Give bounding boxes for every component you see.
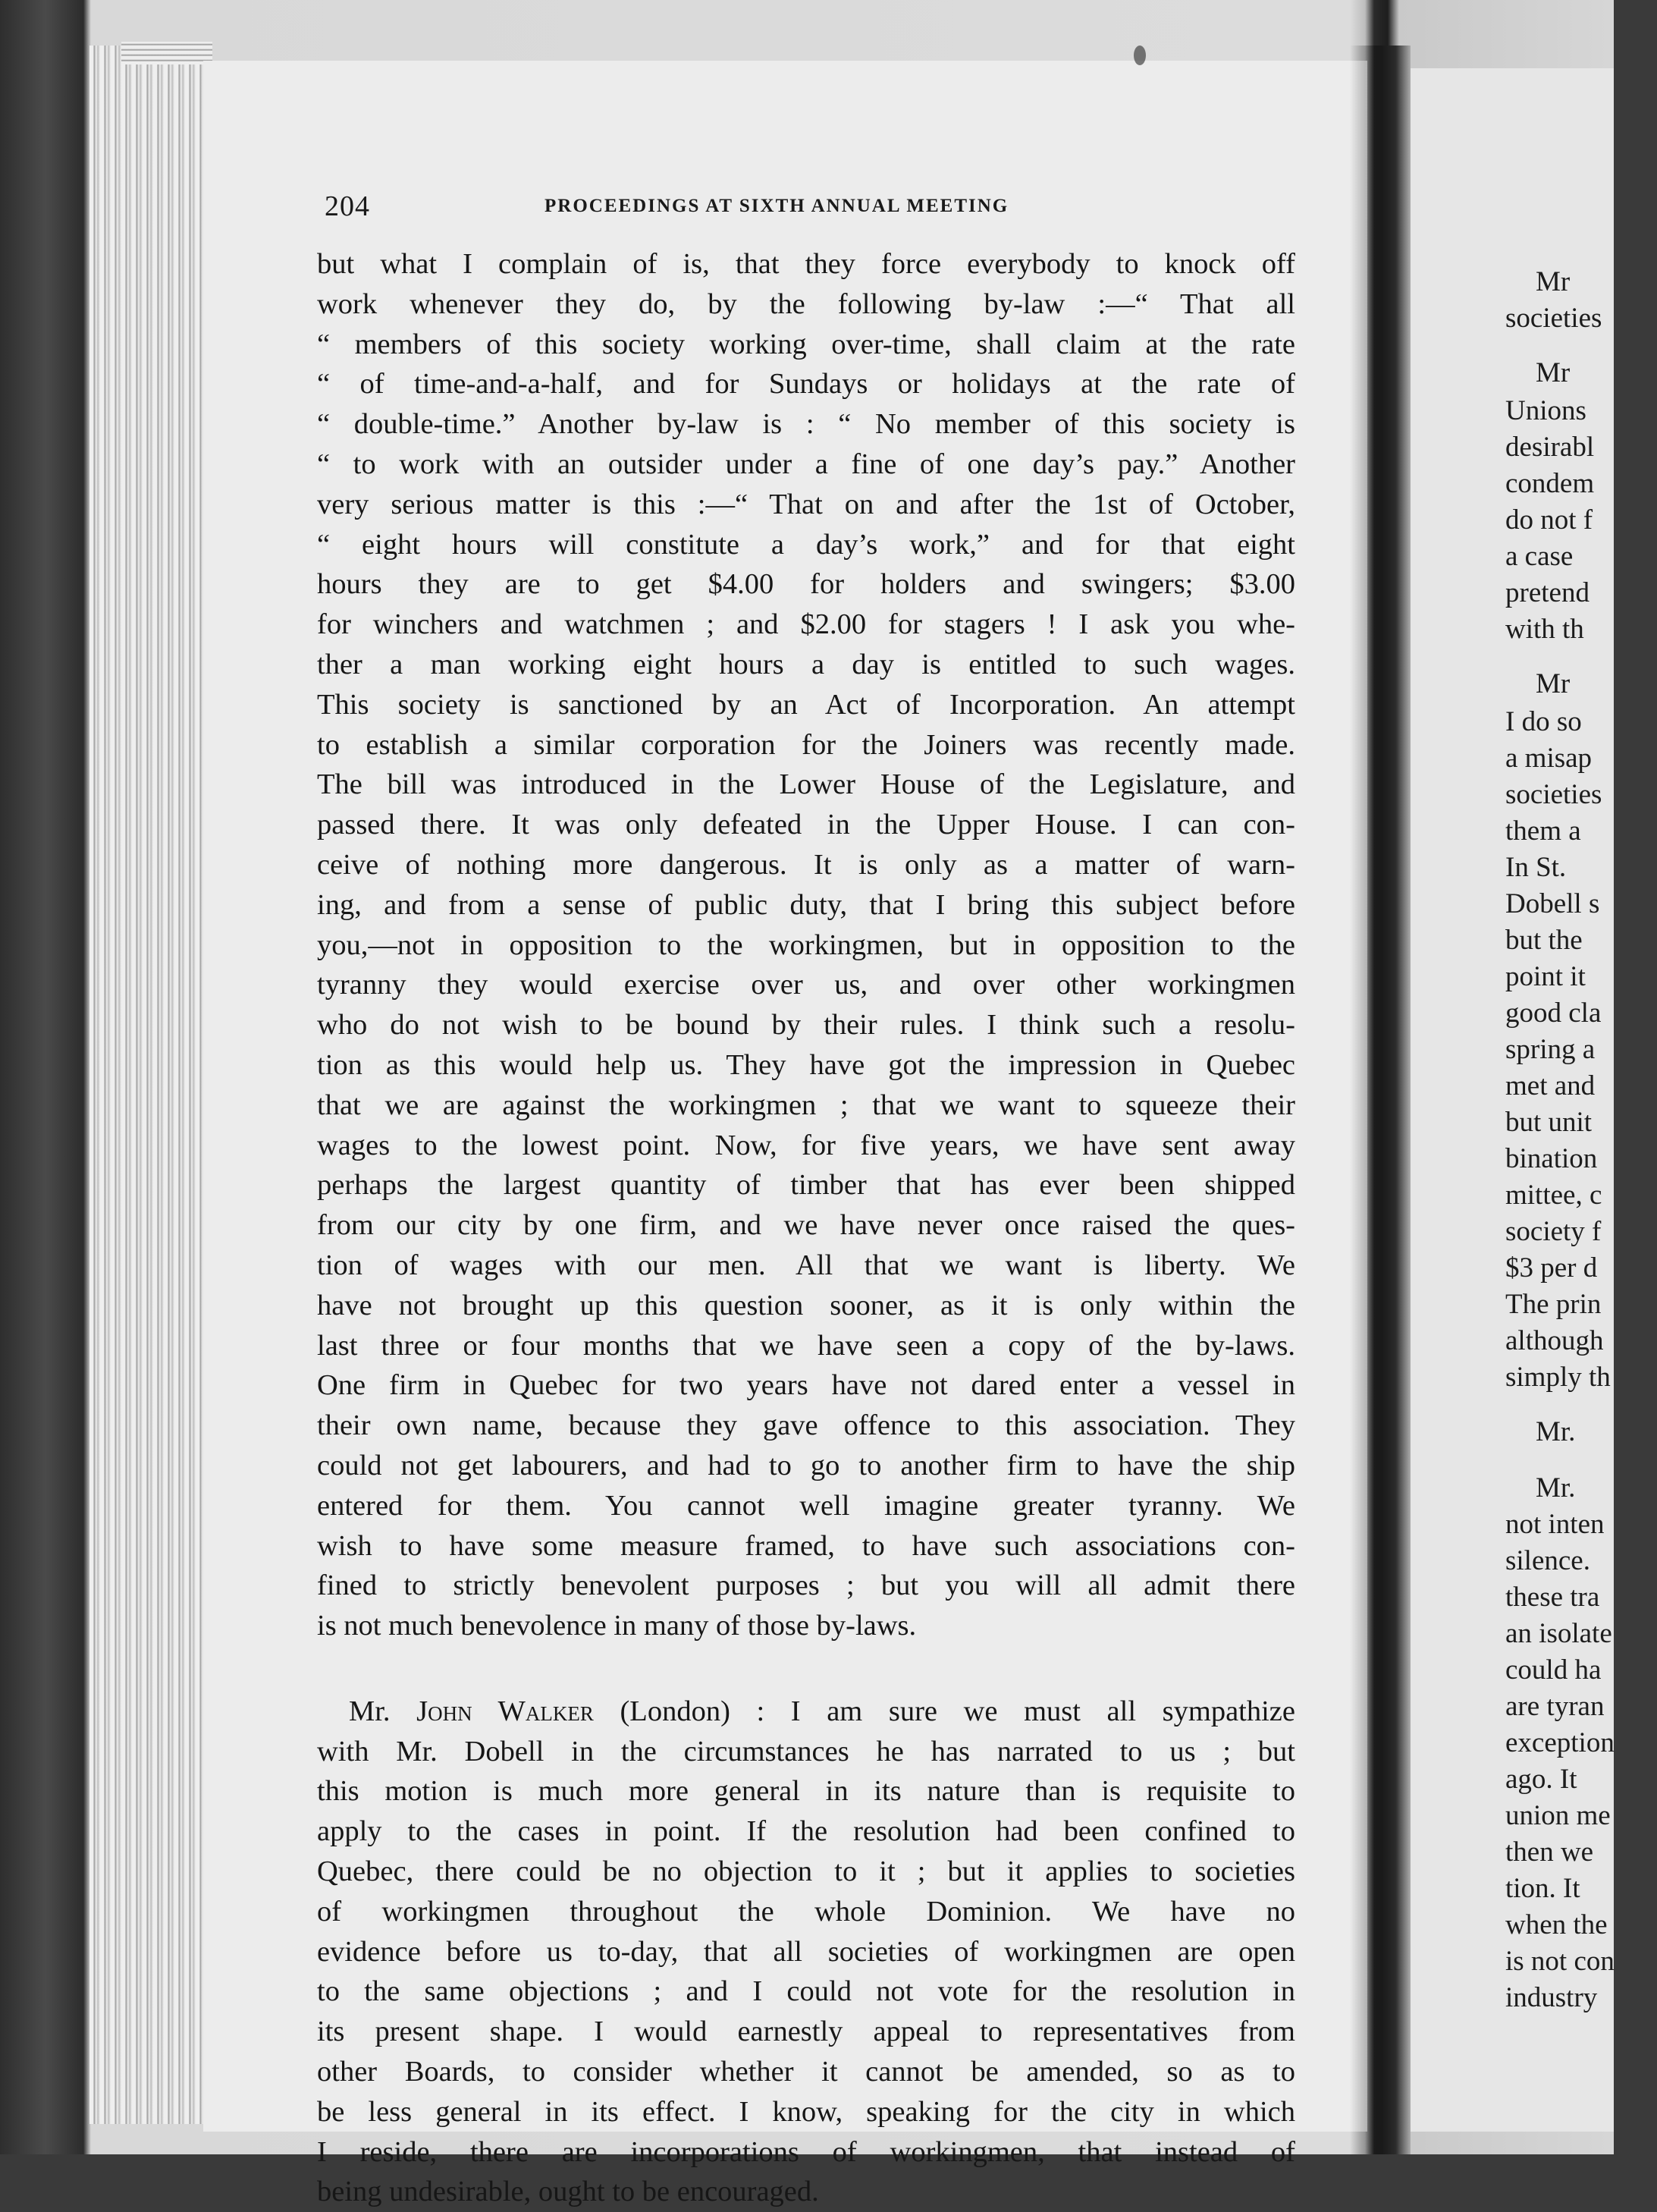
right-page-line: although xyxy=(1505,1325,1604,1356)
right-page-line: Dobell s xyxy=(1505,888,1600,919)
right-page-line: $3 per d xyxy=(1505,1252,1598,1284)
right-page-line: Unions xyxy=(1505,395,1586,426)
right-page-line: societies xyxy=(1505,779,1602,810)
ink-smudge xyxy=(1134,46,1146,65)
text-line: being undesirable, ought to be encouraged. xyxy=(317,2176,819,2208)
text-line: One firm in Quebec for two years have not dared enter a vessel in xyxy=(317,1369,1295,1402)
right-page-line: In St. xyxy=(1505,852,1567,883)
right-page-line: pretend xyxy=(1505,577,1590,608)
text-line: its present shape. I would earnestly appeal to representatives from xyxy=(317,2016,1295,2048)
right-page-line: society f xyxy=(1505,1216,1602,1247)
text-line: be less general in its effect. I know, speaking for the city in which xyxy=(317,2095,1295,2128)
right-page-line: exception xyxy=(1505,1727,1615,1758)
text-line: who do not wish to be bound by their rules. I think such a resolu- xyxy=(317,1009,1295,1042)
right-page-line: condem xyxy=(1505,468,1595,499)
right-page-line: tion. It xyxy=(1505,1873,1580,1904)
right-page-line: not inten xyxy=(1505,1509,1605,1540)
text-line: but what I complain of is, that they force everybody to knock off xyxy=(317,248,1295,280)
right-page-line: Mr. xyxy=(1536,1472,1576,1503)
right-page-line: societies xyxy=(1505,303,1602,334)
right-page-line: desirabl xyxy=(1505,432,1595,463)
text-line: ing, and from a sense of public duty, that I bring this subject before xyxy=(317,888,1295,921)
right-page-line: good cla xyxy=(1505,998,1602,1029)
right-page-line: but the xyxy=(1505,925,1583,956)
right-page-line: met and xyxy=(1505,1070,1596,1101)
text-line: last three or four months that we have seen a copy of the by-laws. xyxy=(317,1329,1295,1362)
right-page-line: these tra xyxy=(1505,1582,1600,1613)
right-page-line: Mr xyxy=(1536,668,1571,699)
text-line: with Mr. Dobell in the circumstances he has narrated to us ; but xyxy=(317,1735,1295,1767)
right-page-line: industry xyxy=(1505,1982,1598,2013)
text-line: “ eight hours will constitute a day’s work,” and for that eight xyxy=(317,528,1295,561)
text-line: passed there. It was only defeated in the Upper House. I can con- xyxy=(317,809,1295,841)
speaker-name: John Walker xyxy=(416,1695,594,1727)
text-line: very serious matter is this :—“ That on and after the 1st of October, xyxy=(317,488,1295,520)
text-line: from our city by one firm, and we have never once raised the ques- xyxy=(317,1209,1295,1242)
text-line: other Boards, to consider whether it cannot be amended, so as to xyxy=(317,2056,1295,2088)
right-page-line: with th xyxy=(1505,614,1584,645)
text-line: could not get labourers, and had to go to another firm to have the ship xyxy=(317,1449,1295,1481)
right-page-line: simply th xyxy=(1505,1362,1611,1393)
right-page-line: a case xyxy=(1505,541,1574,572)
text-line: fined to strictly benevolent purposes ; but you will all admit there xyxy=(317,1569,1295,1602)
text-line: evidence before us to-day, that all societies of workingmen are open xyxy=(317,1935,1295,1968)
right-page-line: are tyran xyxy=(1505,1691,1605,1722)
right-page-line: point it xyxy=(1505,961,1586,992)
right-page-line: Mr xyxy=(1536,266,1571,297)
right-page-line: then we xyxy=(1505,1837,1594,1868)
right-page-line: when the xyxy=(1505,1909,1608,1940)
text-line: “ to work with an outsider under a fine of one day’s pay.” Another xyxy=(317,448,1295,480)
text-line: “ of time-and-a-half, and for Sundays or holidays at the rate of xyxy=(317,368,1295,401)
right-page-line: spring a xyxy=(1505,1034,1596,1065)
paragraph-walker xyxy=(317,1692,1295,2212)
right-page-line: silence. xyxy=(1505,1545,1590,1576)
right-page-line: Mr. xyxy=(1536,1416,1576,1447)
text-line: have not brought up this question sooner, as it is only within the xyxy=(317,1289,1295,1321)
right-page-line: The prin xyxy=(1505,1289,1602,1320)
text-line: this motion is much more general in its nature than is requisite to xyxy=(317,1775,1295,1808)
paragraph-dobell xyxy=(317,244,1295,1646)
page-number: 204 xyxy=(325,190,370,222)
text-line: tion of wages with our men. All that we want is liberty. We xyxy=(317,1249,1295,1281)
text-line: tion as this would help us. They have got the impression in Quebec xyxy=(317,1048,1295,1081)
page-header xyxy=(325,190,1310,228)
right-page-line: an isolate xyxy=(1505,1618,1612,1649)
text-line: to the same objections ; and I could not vote for the resolution in xyxy=(317,1975,1295,2008)
text-line: hours they are to get $4.00 for holders and swingers; $3.00 xyxy=(317,568,1295,601)
page-edges-top xyxy=(121,42,212,64)
book-gutter xyxy=(1350,46,1411,2154)
text-line: This society is sanctioned by an Act of Incorporation. An attempt xyxy=(317,688,1295,721)
text-line: that we are against the workingmen ; that we want to squeeze their xyxy=(317,1089,1295,1121)
text-line: you,—not in opposition to the workingmen, but in opposition to the xyxy=(317,928,1295,961)
text-line: “ double-time.” Another by-law is : “ No member of this society is xyxy=(317,408,1295,441)
right-page-line: I do so xyxy=(1505,706,1582,737)
right-page-line: do not f xyxy=(1505,504,1593,536)
right-page-line: bination xyxy=(1505,1143,1598,1174)
text-line: to establish a similar corporation for the Joiners was recently made. xyxy=(317,728,1295,761)
text-line: The bill was introduced in the Lower House of the Legislature, and xyxy=(317,768,1295,801)
text-line: ther a man working eight hours a day is entitled to such wages. xyxy=(317,648,1295,680)
right-page-line: could ha xyxy=(1505,1654,1602,1686)
right-page-line: them a xyxy=(1505,815,1581,847)
text-line: work whenever they do, by the following by-law :—“ That all xyxy=(317,287,1295,320)
right-page-line: ago. It xyxy=(1505,1764,1577,1795)
text-line: wages to the lowest point. Now, for five years, we have sent away xyxy=(317,1129,1295,1161)
right-page-line: mittee, c xyxy=(1505,1180,1602,1211)
text-line: for winchers and watchmen ; and $2.00 for stagers ! I ask you whe- xyxy=(317,608,1295,641)
right-page-line: Mr xyxy=(1536,357,1571,388)
speaker-prefix: Mr. xyxy=(349,1695,417,1727)
text-line xyxy=(317,1692,1295,1732)
text-line: “ members of this society working over-time, shall claim at the rate xyxy=(317,328,1295,360)
text-line: ceive of nothing more dangerous. It is only as a matter of warn- xyxy=(317,848,1295,881)
text-line: apply to the cases in point. If the resolution had been confined to xyxy=(317,1815,1295,1848)
text-line: is not much benevolence in many of those by-laws. xyxy=(317,1610,917,1642)
right-page-line: union me xyxy=(1505,1800,1611,1831)
text-line: wish to have some measure framed, to have such associations con- xyxy=(317,1529,1295,1562)
speaker-line-rest: (London) : I am sure we must all sympathize xyxy=(593,1695,1295,1727)
page-edges xyxy=(89,46,203,2124)
text-line: entered for them. You cannot well imagine greater tyranny. We xyxy=(317,1489,1295,1522)
main-text xyxy=(317,244,1295,2212)
text-line: their own name, because they gave offence to this association. They xyxy=(317,1409,1295,1442)
text-line: perhaps the largest quantity of timber that has ever been shipped xyxy=(317,1169,1295,1202)
text-line: tyranny they would exercise over us, and over other workingmen xyxy=(317,969,1295,1001)
running-head: PROCEEDINGS AT SIXTH ANNUAL MEETING xyxy=(544,196,1009,216)
text-line: Quebec, there could be no objection to it ; but it applies to societies xyxy=(317,1855,1295,1888)
right-page-line: but unit xyxy=(1505,1107,1593,1138)
text-line: I reside, there are incorporations of workingmen, that instead of xyxy=(317,2135,1295,2168)
text-line: of workingmen throughout the whole Dominion. We have no xyxy=(317,1895,1295,1928)
right-page-line: a misap xyxy=(1505,743,1593,774)
right-page-line: is not con xyxy=(1505,1946,1615,1977)
paragraph-gap xyxy=(317,1646,1295,1692)
